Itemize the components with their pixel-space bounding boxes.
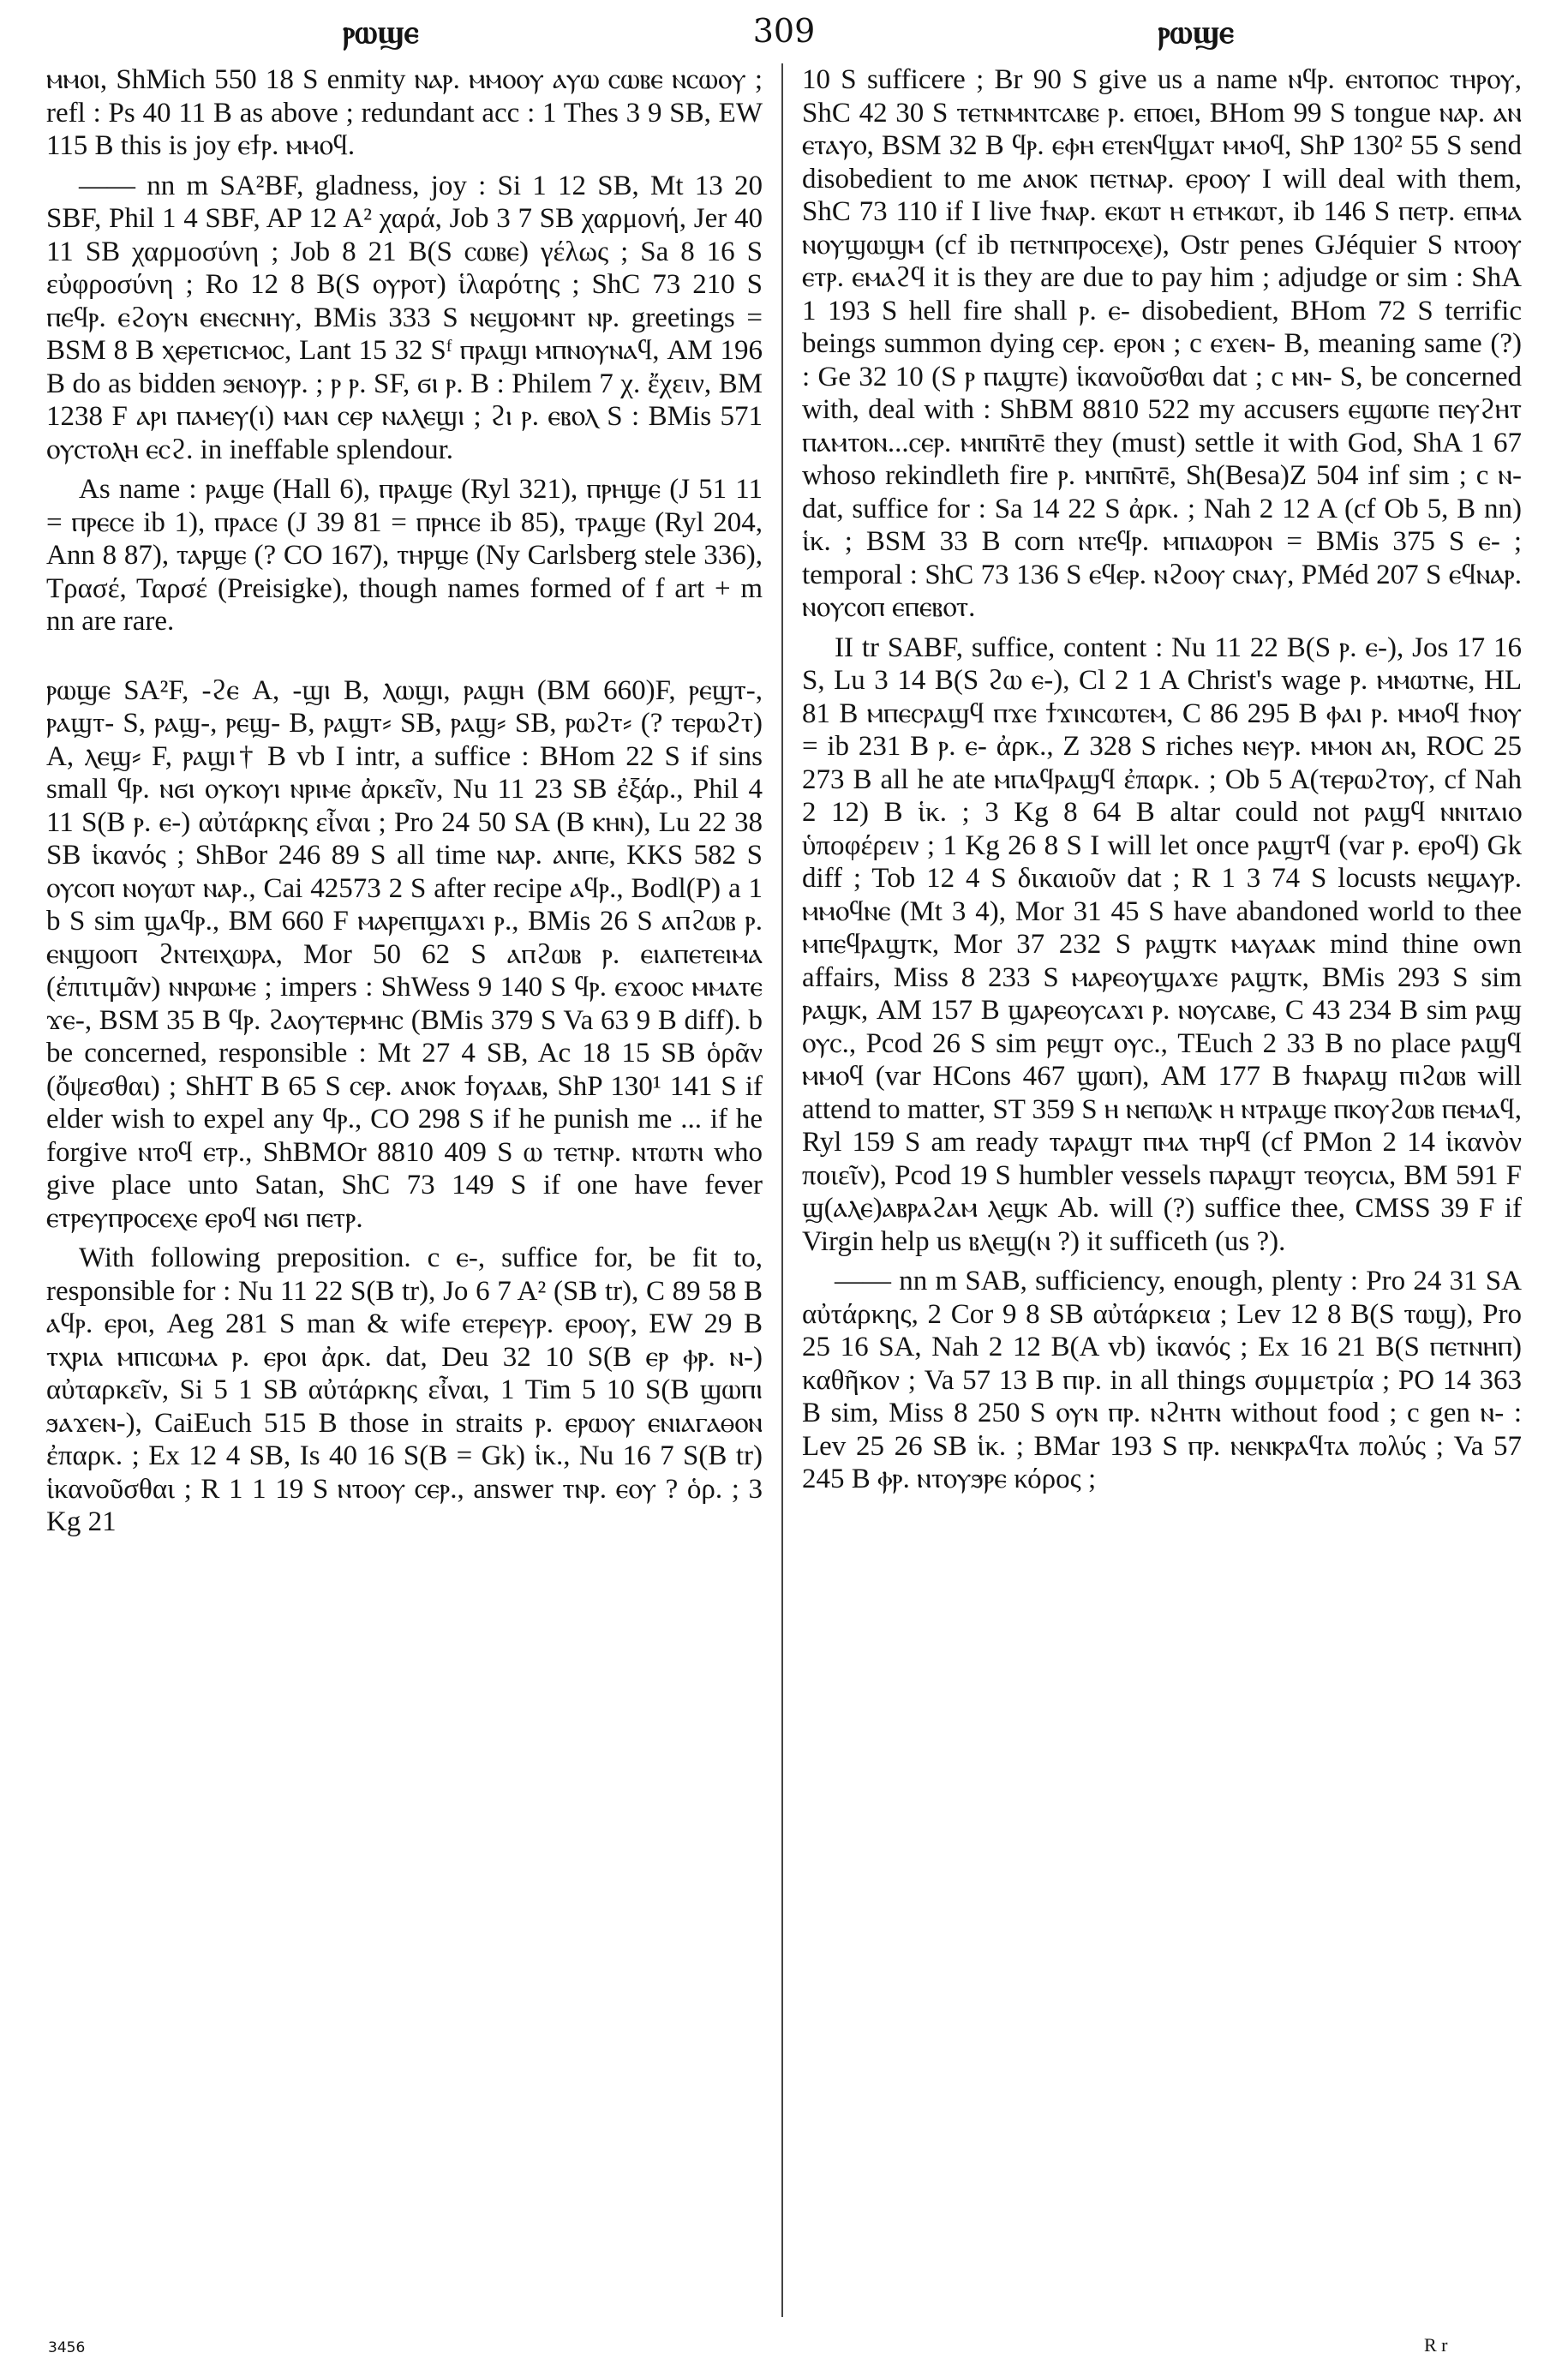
paragraph: As name : ⲣⲁϣⲉ (Hall 6), ⲡⲣⲁϣⲉ (Ryl 321), ⲡⲣⲏϣⲉ (J 51 11 = ⲡⲣⲉⲥⲉ ib 1), ⲡⲣⲁⲥⲉ (J 39 81 = ⲡⲣⲏⲥⲉ ib 85), ⲧⲣⲁϣⲉ (Ryl 204, Ann 8 87), ⲧⲁⲣϣⲉ (? CO 167), ⲧⲏⲣϣⲉ (Ny Carlsberg stele 336), Τρασέ, Ταρσέ (Preisigke), though names formed of f art + m nn are rare. xyxy=(46,474,763,637)
left-headword: ⲣⲱϣⲉ xyxy=(343,12,419,51)
right-headword: ⲣⲱϣⲉ xyxy=(1158,12,1234,51)
right-column xyxy=(802,63,1522,1496)
paragraph: II tr SABF, suffice, content : Nu 11 22 B(S ⲣ. ⲉ-), Jos 17 16 S, Lu 3 14 B(S ϩⲱ ⲉ-), Cl 2 1 A Christ's wage ⲣ. ⲙⲙⲱⲧⲛⲉ, HL 81 B ⲙⲡⲉⲥⲣⲁϣϥ ⲡϫⲉ ϯϫⲓⲛⲥⲱⲧⲉⲙ, C 86 295 B ⲫⲁⲓ ⲣ. ⲙⲙⲟϥ ϯⲛⲟⲩ = ib 231 B ⲣ. ⲉ- ἀρκ., Z 328 S riches ⲛⲉⲩⲣ. ⲙⲙⲟⲛ ⲁⲛ, ROC 25 273 B all he ate ⲙⲡⲁϥⲣⲁϣϥ ἐπαρκ. ; Ob 5 A(ⲧⲉⲣⲱϩⲧⲟⲩ, cf Nah 2 12) B ἱκ. ; 3 Kg 8 64 B altar could not ⲣⲁϣϥ ⲛⲛⲓⲧⲁⲓⲟ ὑποφέρειν ; 1 Kg 26 8 S I will let once ⲣⲁϣⲧϥ (var ⲣ. ⲉⲣⲟϥ) Gk diff ; Tob 12 4 S δικαιοῦν dat ; R 1 3 74 S locusts ⲛⲉϣⲁⲩⲣ. ⲙⲙⲟϥⲛⲉ (Mt 3 4), Mor 31 45 S have abandoned world to thee ⲙⲡⲉϥⲣⲁϣⲧⲕ, Mor 37 232 S ⲣⲁϣⲧⲕ ⲙⲁⲩⲁⲁⲕ mind thine own affairs, Miss 8 233 S ⲙⲁⲣⲉⲟⲩϣⲁϫⲉ ⲣⲁϣⲧⲕ, BMis 293 S sim ⲣⲁϣⲕ, AM 157 B ϣⲁⲣⲉⲟⲩⲥⲁϫⲓ ⲣ. ⲛⲟⲩⲥⲁⲃⲉ, C 43 234 B sim ⲣⲁϣ ⲟⲩⲥ., Pcod 26 S sim ⲣⲉϣⲧ ⲟⲩⲥ., TEuch 2 33 B no place ⲣⲁϣϥ ⲙⲙⲟϥ (var HCons 467 ϣⲱⲡ), AM 177 B ϯⲛⲁⲣⲁϣ ⲡⲓϩⲱⲃ will attend to matter, ST 359 S ⲏ ⲛⲉⲡⲱⲗⲕ ⲏ ⲛⲧⲣⲁϣⲉ ⲡⲕⲟⲩϩⲱⲃ ⲡⲉⲙⲁϥ, Ryl 159 S am ready ⲧⲁⲣⲁϣⲧ ⲡⲙⲁ ⲧⲏⲣϥ (cf PMon 2 14 ἱκανὸν ποιεῖν), Pcod 19 S humbler vessels ⲡⲁⲣⲁϣⲧ ⲧⲉⲟⲩⲥⲓⲁ, BM 591 F ϣ(ⲁⲗⲉ)ⲁⲃⲣⲁϩⲁⲙ ⲗⲉϣⲕ Ab. will (?) suffice thee, CMSS 39 F if Virgin help us ⲃⲗⲉϣ(ⲛ ?) it sufficeth (us ?). xyxy=(802,632,1522,1257)
running-header xyxy=(51,12,1517,63)
paragraph: —— nn m SA²BF, gladness, joy : Si 1 12 SB, Mt 13 20 SBF, Phil 1 4 SBF, AP 12 A² χαρά, Job 3 7 SB χαρμονή, Jer 40 11 SB χαρμοσύνη ; Job 8 21 B(S ⲥⲱⲃⲉ) γέλως ; Sa 8 16 S εὐφροσύνη ; Ro 12 8 B(S ⲟⲩⲣⲟⲧ) ἱλαρότης ; ShC 73 210 S ⲡⲉϥⲣ. ⲉϩⲟⲩⲛ ⲉⲛⲉⲥⲛⲏⲩ, BMis 333 S ⲛⲉϣⲟⲙⲛⲧ ⲛⲣ. greetings = BSM 8 B ⲭⲉⲣⲉⲧⲓⲥⲙⲟⲥ, Lant 15 32 Sᶠ ⲡⲣⲁϣⲓ ⲙⲡⲛⲟⲩⲛⲁϥ, AM 196 B do as bidden ϧⲉⲛⲟⲩⲣ. ; ⲣ ⲣ. SF, ϭⲓ ⲣ. B : Philem 7 χ. ἔχειν, BM 1238 F ⲁⲣⲓ ⲡⲁⲙⲉⲩ(ⲓ) ⲙⲁⲛ ⲥⲉⲣ ⲛⲁⲗⲉϣⲓ ; ϩⲓ ⲣ. ⲉⲃⲟⲗ S : BMis 571 ⲟⲩⲥⲧⲟⲗⲏ ⲉⲥϩ. in ineffable splendour. xyxy=(46,170,763,465)
signature-mark: 3456 xyxy=(48,2339,86,2356)
column-divider xyxy=(781,63,783,2317)
paragraph: 10 S sufficere ; Br 90 S give us a name ⲛϥⲣ. ⲉⲛⲧⲟⲡⲟⲥ ⲧⲏⲣⲟⲩ, ShC 42 30 S ⲧⲉⲧⲛⲙⲛⲧⲥⲁⲃⲉ ⲣ. ⲉⲡⲟⲉⲓ, BHom 99 S tongue ⲛⲁⲣ. ⲁⲛ ⲉⲧⲁⲩⲟ, BSM 32 B ϥⲣ. ⲉⲫⲏ ⲉⲧⲉⲛϥϣⲁⲧ ⲙⲙⲟϥ, ShP 130² 55 S send disobedient to me ⲁⲛⲟⲕ ⲡⲉⲧⲛⲁⲣ. ⲉⲣⲟⲟⲩ I will deal with them, ShC 73 110 if I live ϯⲛⲁⲣ. ⲉⲕⲱⲧ ⲏ ⲉⲧⲙⲕⲱⲧ, ib 146 S ⲡⲉⲧⲣ. ⲉⲡⲙⲁ ⲛⲟⲩϣⲱϣⲙ (cf ib ⲡⲉⲧⲛⲡⲣⲟⲥⲉⲭⲉ), Ostr penes GJéquier S ⲛⲧⲟⲟⲩ ⲉⲧⲣ. ⲉⲙⲁϩϥ it is they are due to pay him ; adjudge or sim : ShA 1 193 S hell fire shall ⲣ. ⲉ- disobedient, BHom 72 S terrific beings summon dying ⲥⲉⲣ. ⲉⲣⲟⲛ ; c ⲉϫⲉⲛ- B, meaning same (?) : Ge 32 10 (S ⲣ ⲡⲁϣⲧⲉ) ἱκανοῦσθαι dat ; c ⲙⲛ- S, be concerned with, deal with : ShBM 8810 522 my accusers ⲉϣⲱⲡⲉ ⲡⲉⲩϩⲏⲧ ⲡⲁⲙⲧⲟⲛ...ⲥⲉⲣ. ⲙⲛⲡⲛ̄ⲧⲉ̄ they (must) settle it with God, ShA 1 67 whoso rekindleth fire ⲣ. ⲙⲛⲡⲛ̄ⲧⲉ̄, Sh(Besa)Z 504 inf sim ; c ⲛ- dat, suffice for : Sa 14 22 S ἀρκ. ; Nah 2 12 A (cf Ob 5, B nn) ἱκ. ; BSM 33 B corn ⲛⲧⲉϥⲣ. ⲙⲡⲓⲁⲱⲣⲟⲛ = BMis 375 S ⲉ- ; temporal : ShC 73 136 S ⲉϥⲉⲣ. ⲛϩⲟⲟⲩ ⲥⲛⲁⲩ, PMéd 207 S ⲉϥⲛⲁⲣ. ⲛⲟⲩⲥⲟⲡ ⲉⲡⲉⲃⲟⲧ. xyxy=(802,64,1522,623)
paragraph: With following preposition. c ⲉ-, suffice for, be fit to, responsible for : Nu 11 22 S(B tr), Jo 6 7 A² (SB tr), C 89 58 B ⲁϥⲣ. ⲉⲣⲟⲓ, Aeg 281 S man & wife ⲉⲧⲉⲣⲉⲩⲣ. ⲉⲣⲟⲟⲩ, EW 29 B ⲧⲭⲣⲓⲁ ⲙⲡⲓⲥⲱⲙⲁ ⲣ. ⲉⲣⲟⲓ ἀρκ. dat, Deu 32 10 S(B ⲉⲣ ⲫⲣ. ⲛ-) αὐταρκεῖν, Si 5 1 SB αὐτάρκης εἶναι, 1 Tim 5 10 S(B ϣⲱⲡⲓ ϧⲁϫⲉⲛ-), CaiEuch 515 B those in straits ⲣ. ⲉⲣⲱⲟⲩ ⲉⲛⲓⲁⲅⲁⲑⲟⲛ ἐπαρκ. ; Ex 12 4 SB, Is 40 16 S(B = Gk) ἱκ., Nu 16 7 S(B tr) ἱκανοῦσθαι ; R 1 1 19 S ⲛⲧⲟⲟⲩ ⲥⲉⲣ., answer ⲧⲛⲣ. ⲉⲟⲩ ? ὁρ. ; 3 Kg 21 xyxy=(46,1242,763,1537)
paragraph: —— nn m SAB, sufficiency, enough, plenty : Pro 24 31 SA αὐτάρκης, 2 Cor 9 8 SB αὐτάρκεια ; Lev 12 8 B(S ⲧⲱϣ), Pro 25 16 SA, Nah 2 12 B(A vb) ἱκανός ; Ex 16 21 B(S ⲡⲉⲧⲛⲏⲡ) καθῆκον ; Va 57 13 B ⲡⲓⲣ. in all things συμμετρία ; PO 14 363 B sim, Miss 8 250 S ⲟⲩⲛ ⲡⲣ. ⲛϩⲏⲧⲛ without food ; c gen ⲛ- : Lev 25 26 SB ἱκ. ; BMar 193 S ⲡⲣ. ⲛⲉⲛⲕⲣⲁϥⲧⲁ πολύς ; Va 57 245 B ⲫⲣ. ⲛⲧⲟⲩϧⲣⲉ κόρος ; xyxy=(802,1266,1522,1494)
page-number: 309 xyxy=(752,12,816,50)
footer-mark: R r xyxy=(1424,2334,1448,2356)
left-column xyxy=(46,63,763,1539)
entry-paragraph: ⲣⲱϣⲉ SA²F, -ϩⲉ A, -ϣⲓ B, ⲗⲱϣⲓ, ⲣⲁϣⲏ (BM 660)F, ⲣⲉϣⲧ-, ⲣⲁϣⲧ- S, ⲣⲁϣ-, ⲣⲉϣ- B, ⲣⲁϣⲧ⸗ SB, ⲣⲁϣ⸗ SB, ⲣⲱϩⲧ⸗ (? ⲧⲉⲣⲱϩⲧ) A, ⲗⲉϣ⸗ F, ⲣⲁϣⲓ† B vb I intr, a suffice : BHom 22 S if sins small ϥⲣ. ⲛϭⲓ ⲟⲩⲕⲟⲩⲓ ⲛⲣⲓⲙⲉ ἀρκεῖν, Nu 11 23 SB ἐξάρ., Phil 4 11 S(B ⲣ. ⲉ-) αὐτάρκης εἶναι ; Pro 24 50 SA (B ⲕⲏⲛ), Lu 22 38 SB ἱκανός ; ShBor 246 89 S all time ⲛⲁⲣ. ⲁⲛⲡⲉ, KKS 582 S ⲟⲩⲥⲟⲡ ⲛⲟⲩⲱⲧ ⲛⲁⲣ., Cai 42573 2 S after recipe ⲁϥⲣ., Bodl(P) a 1 b S sim ϣⲁϥⲣ., BM 660 F ⲙⲁⲣⲉⲡϣⲁϫⲓ ⲣ., BMis 26 S ⲁⲡϩⲱⲃ ⲣ. ⲉⲛϣⲟⲟⲡ ϩⲛⲧⲉⲓⲭⲱⲣⲁ, Mor 50 62 S ⲁⲡϩⲱⲃ ⲣ. ⲉⲓⲁⲡⲉⲧⲉⲓⲙⲁ (ἐπιτιμᾶν) ⲛⲛⲣⲱⲙⲉ ; impers : ShWess 9 140 S ϥⲣ. ⲉϫⲟⲟⲥ ⲙⲙⲁⲧⲉ ϫⲉ-, BSM 35 B ϥⲣ. ϩⲁⲟⲩⲧⲉⲣⲙⲏⲥ (BMis 379 S Va 63 9 B diff). b be concerned, responsible : Mt 27 4 SB, Ac 18 15 SB ὁρᾶν (ὄψεσθαι) ; ShHT B 65 S ⲥⲉⲣ. ⲁⲛⲟⲕ ϯⲟⲩⲁⲁⲃ, ShP 130¹ 141 S if elder wish to expel any ϥⲣ., CO 298 S if he punish me ... if he forgive ⲛⲧⲟϥ ⲉⲧⲣ., ShBMOr 8810 409 S ⲱ ⲧⲉⲧⲛⲣ. ⲛⲧⲱⲧⲛ who give place unto Satan, ShC 73 149 S if one have fever ⲉⲧⲣⲉⲩⲡⲣⲟⲥⲉⲭⲉ ⲉⲣⲟϥ ⲛϭⲓ ⲡⲉⲧⲣ. xyxy=(46,674,763,1234)
paragraph: ⲙⲙⲟⲓ, ShMich 550 18 S enmity ⲛⲁⲣ. ⲙⲙⲟⲟⲩ ⲁⲩⲱ ⲥⲱⲃⲉ ⲛⲥⲱⲟⲩ ; refl : Ps 40 11 B as above ; redundant acc : 1 Thes 3 9 SB, EW 115 B this is joy ⲉϯⲣ. ⲙⲙⲟϥ. xyxy=(46,64,763,161)
